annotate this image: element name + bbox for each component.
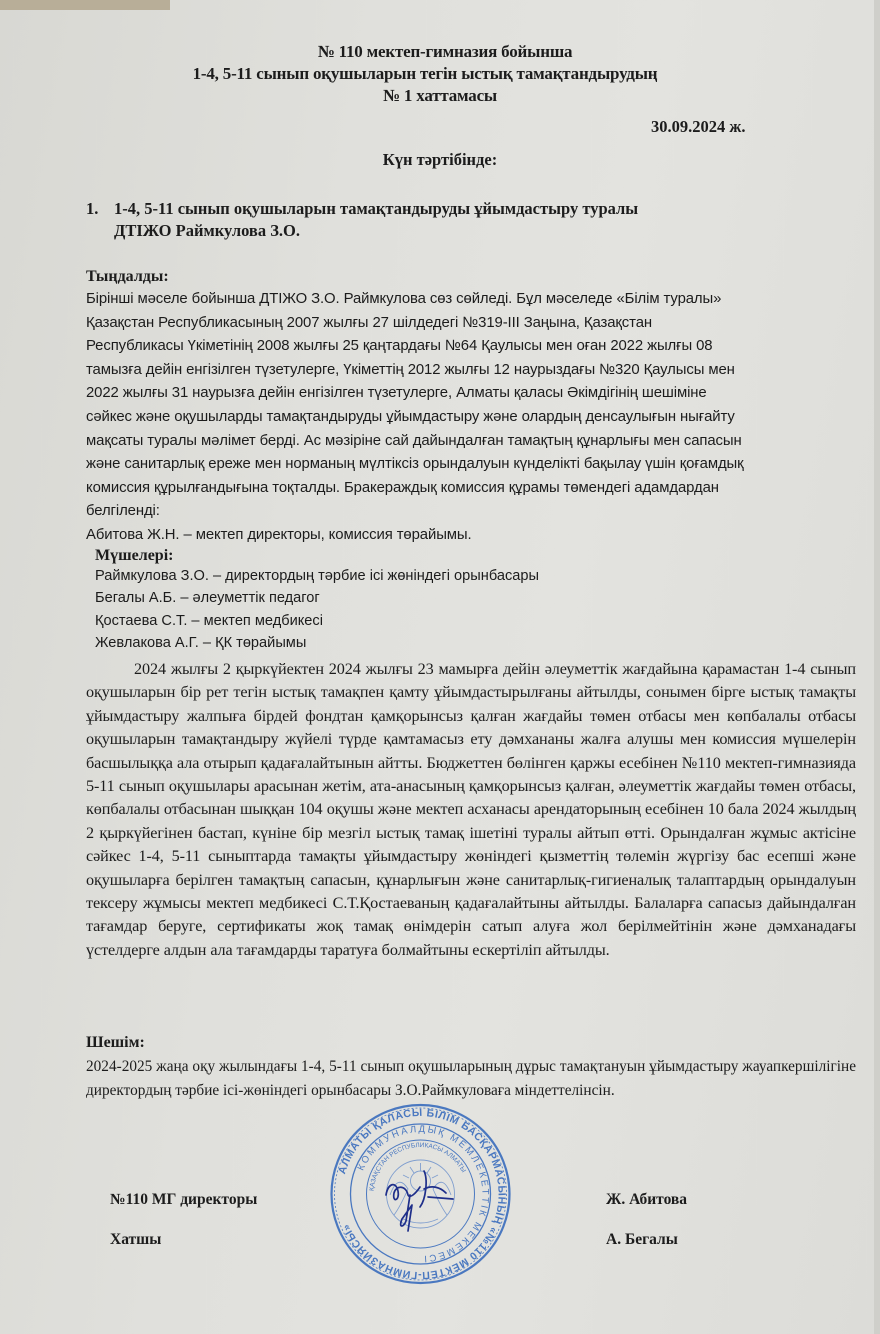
agenda-item-number: 1.	[86, 199, 99, 218]
heard-line: сәйкес және оқушыларды тамақтандыруды ұйымдастыру және олардың денсаулығын нығайту	[86, 408, 735, 425]
stamp-center-text	[369, 1142, 467, 1191]
body-paragraph-text: 2024 жылғы 2 қыркүйектен 2024 жылғы 23 мамырға дейін әлеуметтік жағдайына қарамастан 1-4 сынып оқушыларын бір рет тегін ыстық тамақпен қамту ұйымдастырылғаны айтылды, сонымен бірге ыстық тамақты ұйымдастыру жалпыға бірдей фондтан қамқорынсыз қалған жағдайы төмен отбасы мен көпбалалы отбасы оқушыларын тамақтандыру жүйелі түрде қамтамасыз ету дәмхананы жалға алушы мен комиссия мүшелерін басшылыққа ала отырып қадағалайтынын айтты. Бюджеттен бөлінген қаржы есебінен №110 мектеп-гимназияда 5-11 сынып оқушылары арасынан жетім, ата-анасының қамқорынсыз қалған, әлеуметтік жағдайы төмен отбасы, көпбалалы отбасынан шыққан 104 оқушы және мектеп асханасы арендаторының есебінен 10 бала 2024 жылдың 2 қыркүйегінен бастап, күніне бір мезгіл ыстық тамақ ішетіні туралы айтып өтті. Орындалған жұмыс актісіне сәйкес 1-4, 5-11 сыныптарда тамақты ұйымдастыру жөніндегі қызметтің төлемін жүргізу бас есепші және оқушыларға берілген тамақтың сапасын, құнарлығын және санитарлық-гигиеналық талаптардың орындалуын тексеру жұмысы мектеп медбикесі С.Т.Қостаеваның қадағалайтыны айтылды. Балаларға сапасыз дайындалған тағамдар беруге, сертификаты жоқ тамақ өнімдерін сатып алуға жол берілмейтінін және дәмханадағы үстелдерге алдын ала тағамдарды таратуға болмайтыны ескертіліп айтылды.	[86, 660, 856, 959]
stamp-outer-text-path: АЛМАТЫ ҚАЛАСЫ БІЛІМ БАСҚАРМАСЫНЫҢ «№110 МЕКТЕП-ГИМНАЗИЯСЫ»	[336, 1106, 508, 1282]
member-item: Жевлакова А.Г. – ҚК төрайымы	[95, 634, 307, 651]
body-paragraph	[86, 658, 856, 962]
table-surface-edge	[0, 0, 170, 10]
heard-line: Бірінші мәселе бойынша ДТІЖО З.О. Раймкулова сөз сөйледі. Бұл мәселеде «Білім туралы»	[86, 291, 722, 307]
document-title-line-1: № 110 мектеп-гимназия бойынша	[317, 42, 573, 61]
member-item: Бегалы А.Б. – әлеуметтік педагог	[95, 590, 320, 607]
director-name: Ж. Абитова	[606, 1191, 688, 1208]
agenda-item	[86, 198, 638, 242]
document-title-line-3: № 1 хаттамасы	[382, 86, 497, 105]
heard-line: комиссия құрылғандығына тоқталды. Бракераждық комиссия құрамы төмендегі адамдардан	[86, 479, 719, 496]
heard-line: Абитова Ж.Н. – мектеп директоры, комиссия төрайымы.	[86, 526, 472, 543]
page-edge	[874, 0, 880, 1334]
document-date: 30.09.2024 ж.	[651, 117, 746, 136]
heard-section	[86, 288, 806, 548]
agenda-item-speaker: ДТІЖО Раймкулова З.О.	[114, 221, 301, 240]
members-list	[95, 565, 539, 654]
heard-line: 2022 жылғы 31 наурызға дейін енгізілген түзетулерге, Алматы қаласы Әкімдігінің шешіміне	[86, 385, 707, 402]
stamp-inner-text-path: КОММУНАЛДЫҚ МЕМЛЕКЕТТІК МЕКЕМЕСІ	[355, 1123, 491, 1265]
emblem-icon	[387, 1160, 455, 1228]
heard-label: Тыңдалды:	[86, 268, 169, 285]
heard-line: мақсаты туралы мәлімет берді. Ас мәзіріне сай дайындалған тамақтың құнарлығы мен сапасын	[86, 432, 742, 449]
stamp-center-text-path: ҚАЗАҚСТАН РЕСПУБЛИКАСЫ АЛМАТЫ	[368, 1141, 467, 1192]
director-title: №110 МГ директоры	[110, 1191, 258, 1208]
secretary-title: Хатшы	[110, 1231, 162, 1248]
agenda-item-text: 1-4, 5-11 сынып оқушыларын тамақтандыруды ұйымдастыру туралы	[114, 199, 639, 218]
member-item: Қостаева С.Т. – мектеп медбикесі	[95, 612, 323, 629]
signature-icon	[386, 1171, 453, 1231]
official-stamp	[328, 1103, 513, 1285]
heard-line: және санитарлық ереже мен норманың мүлтіксіз орындалуын күнделікті бақылау үшін қоғамдық	[86, 456, 744, 473]
secretary-name: А. Бегалы	[606, 1231, 678, 1248]
heard-line: белгіленді:	[86, 503, 160, 520]
member-item: Раймкулова З.О. – директордың тәрбие ісі жөніндегі орынбасары	[95, 568, 539, 584]
decision-text: 2024-2025 жаңа оқу жылындағы 1-4, 5-11 сынып оқушыларының дұрыс тамақтануын ұйымдастыру жауапкершілігіне директордың тәрбие ісі-жөніндегі орынбасары З.О.Раймкуловаға міндеттелінсін.	[86, 1058, 856, 1099]
heard-line: Республикасы Үкіметінің 2008 жылғы 25 қаңтардағы №64 Қаулысы мен оған 2022 жылғы 08	[86, 338, 713, 355]
heard-line: тамызға дейін енгізілген түзетулерге, Үкіметтің 2012 жылғы 12 наурыздағы №320 Қаулысы мен	[86, 361, 735, 378]
members-label: Мүшелері:	[95, 547, 174, 564]
heard-line: Қазақстан Республикасының 2007 жылғы 27 шілдедегі №319-ІІІ Заңына, Қазақстан	[86, 314, 652, 331]
agenda-heading: Күн тәртібінде:	[382, 150, 498, 169]
document-title-line-2: 1-4, 5-11 сынып оқушыларын тегін ыстық тамақтандырудың	[192, 64, 658, 83]
decision-label: Шешім:	[86, 1034, 145, 1051]
